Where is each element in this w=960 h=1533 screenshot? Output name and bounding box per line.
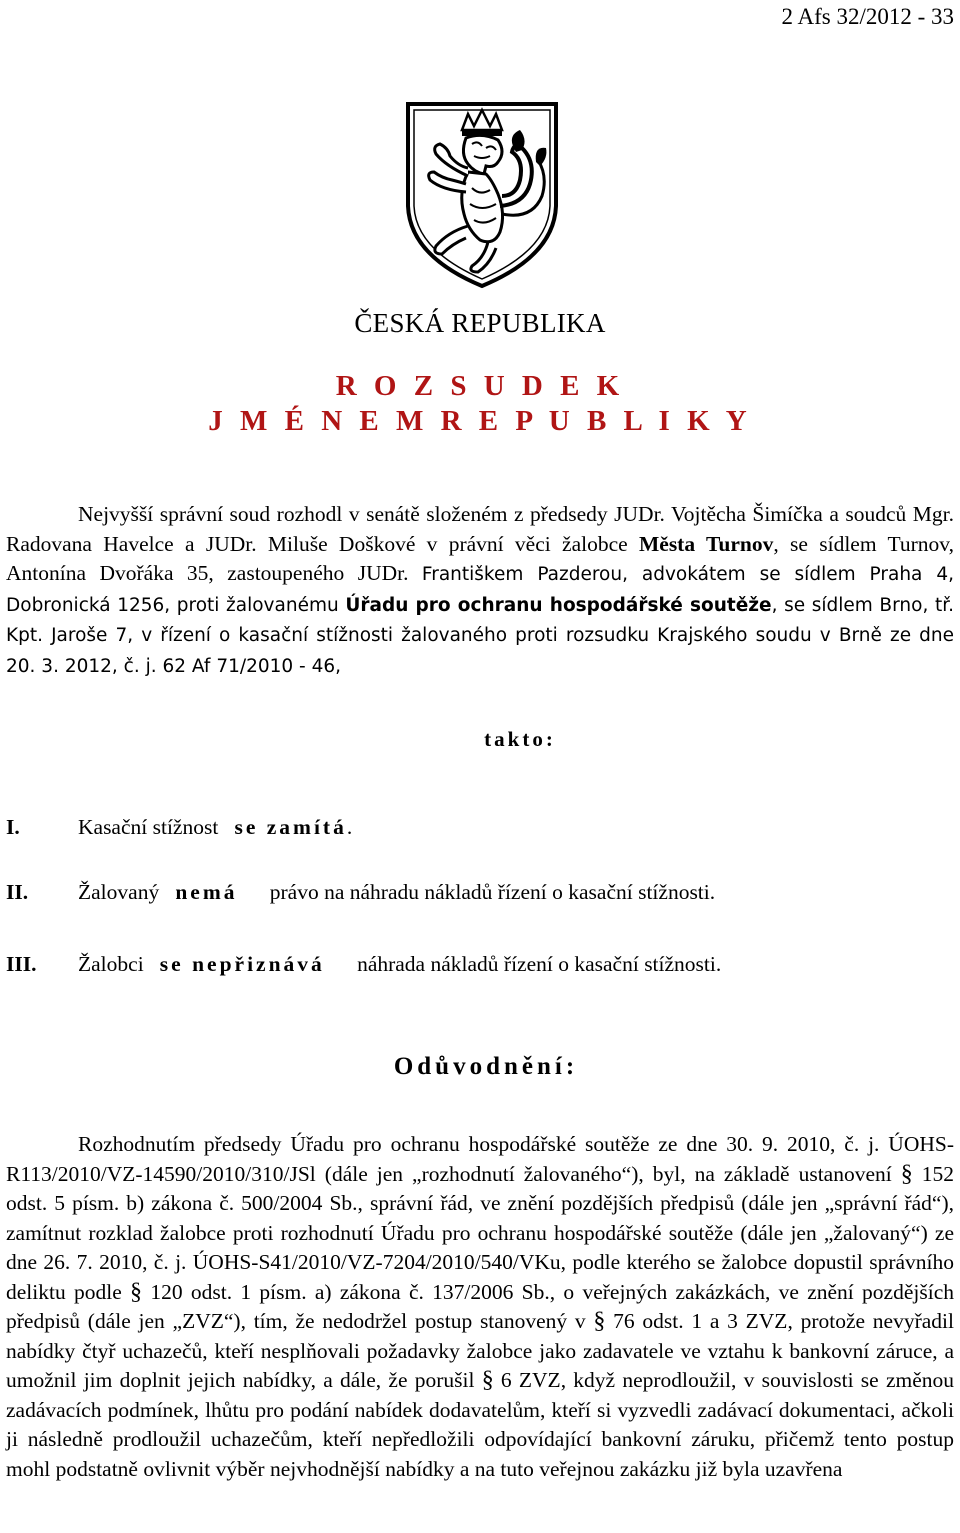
ruling-number: I.	[6, 815, 20, 839]
ruling-pre: Kasační stížnost	[78, 815, 219, 839]
intro-text-1: Nejvyšší správní soud rozhodl v senátě složeném z předsedy JUDr. Vojtěcha Šimíčka a soudců Mgr. Radovana Havelce a JUDr. Miluše Doškové v právní věci žalobce	[6, 502, 954, 556]
reasoning-text-e: , o veřejných zakázkách, ve znění pozdějších předpisů (dále jen „ZVZ“), tím, že nedodržel postup stanovený v	[6, 1279, 954, 1333]
ruling-post: právo na náhradu nákladů řízení o kasační stížnosti.	[269, 880, 716, 904]
reasoning-text-d: 120 odst. 1 písm. a) zákona č. 137/2006 Sb.	[142, 1279, 550, 1304]
ruling-emphasis: nemá	[175, 880, 238, 904]
defendant-name: Úřadu pro ochranu hospodářské soutěže	[345, 594, 772, 616]
in-the-name-of-republic: J M É N E M R E P U B L I K Y	[208, 405, 752, 437]
ruling-text	[78, 952, 721, 977]
intro-text-4: , se sídlem Brno, tř. Kpt. Jaroše 7, v řízení o kasační stížnosti žalovaného proti rozsudku Krajského soudu v Brně ze dne 20. 3. 2012, č. j. 62 Af 71/2010 - 46,	[6, 594, 954, 677]
state-name: ČESKÁ REPUBLIKA	[354, 308, 606, 338]
plaintiff-name: Města Turnov	[638, 531, 774, 556]
reasoning-heading: Odůvodnění:	[393, 1053, 579, 1080]
section-sign: §	[481, 1367, 494, 1393]
reasoning-text-b: 152 odst. 5 písm. b) zákona č. 500/2004 Sb.	[6, 1161, 955, 1215]
ruling-text	[78, 880, 715, 905]
ruling-post: .	[346, 815, 353, 839]
ruling-text	[78, 815, 352, 840]
reasoning-text-a: Rozhodnutím předsedy Úřadu pro ochranu hospodářské soutěže ze dne 30. 9. 2010, č. j. ÚOHS-R113/2010/VZ-14590/2010/310/JSl (dále jen „rozhodnutí žalovaného“), byl, na základě ustanovení	[6, 1132, 954, 1186]
judgment-title: R O Z S U D E K	[335, 370, 625, 402]
ruling-pre: Žalovaný	[78, 880, 160, 904]
intro-text-3: Františkem Pazderou, advokátem se sídlem Praha 4, Dobronická 1256, proti žalovanému	[6, 564, 954, 616]
intro-text-2: , se sídlem Turnov, Antonína Dvořáka 35, zastoupeného JUDr.	[6, 531, 954, 585]
section-sign: §	[900, 1160, 913, 1187]
section-sign: §	[593, 1308, 606, 1334]
ruling-number: III.	[6, 952, 37, 976]
reasoning-paragraph	[6, 1130, 954, 1484]
ruling-post: náhrada nákladů řízení o kasační stížnosti.	[357, 952, 722, 976]
ruling-emphasis: se zamítá	[234, 815, 347, 839]
ruling-pre: Žalobci	[78, 952, 144, 976]
ruling-emphasis: se nepřiznává	[159, 952, 325, 976]
reasoning-text-f: 76 odst. 1 a 3 ZVZ, protože nevyřadil nabídky čtyř uchazečů, kteří nesplňovali požadavky žalobce jako zadavatele ve vztahu k bankovní záruce, a umožnil jim doplnit jejich nabídky, a dále, že porušil	[6, 1309, 954, 1392]
reasoning-text-g: 6 ZVZ, když neprodloužil, v souvislosti se změnou zadávacích podmínek, lhůtu pro podání nabídek dodavatelům, kteří si vyzvedli zadávací dokumentaci, ačkoli ji následně prodloužil uchazečům, kteří nepředložili odpovídající bankovní záruku, přičemž tento postup mohl podstatně ovlivnit výběr nejvhodnější nabídky a na tuto veřejnou zakázku již byla uzavřena	[6, 1368, 955, 1481]
takto-heading: takto:	[484, 727, 556, 751]
reasoning-text-c: , správní řád, ve znění pozdějších předpisů (dále jen „správní řád“), zamítnut rozklad žalobce proti rozhodnutí Úřadu pro ochranu hospodářské soutěže (dále jen „žalovaný“) ze dne 26. 7. 2010, č. j. ÚOHS-S41/2010/VZ-7204/2010/540/VKu, podle kterého se žalobce dopustil správního deliktu podle	[6, 1191, 955, 1304]
introduction-paragraph	[6, 500, 954, 681]
case-reference: 2 Afs 32/2012 - 33	[781, 4, 954, 29]
ruling-number: II.	[6, 880, 29, 904]
section-sign: §	[130, 1278, 143, 1305]
czech-coat-of-arms-lion-icon	[402, 96, 562, 292]
